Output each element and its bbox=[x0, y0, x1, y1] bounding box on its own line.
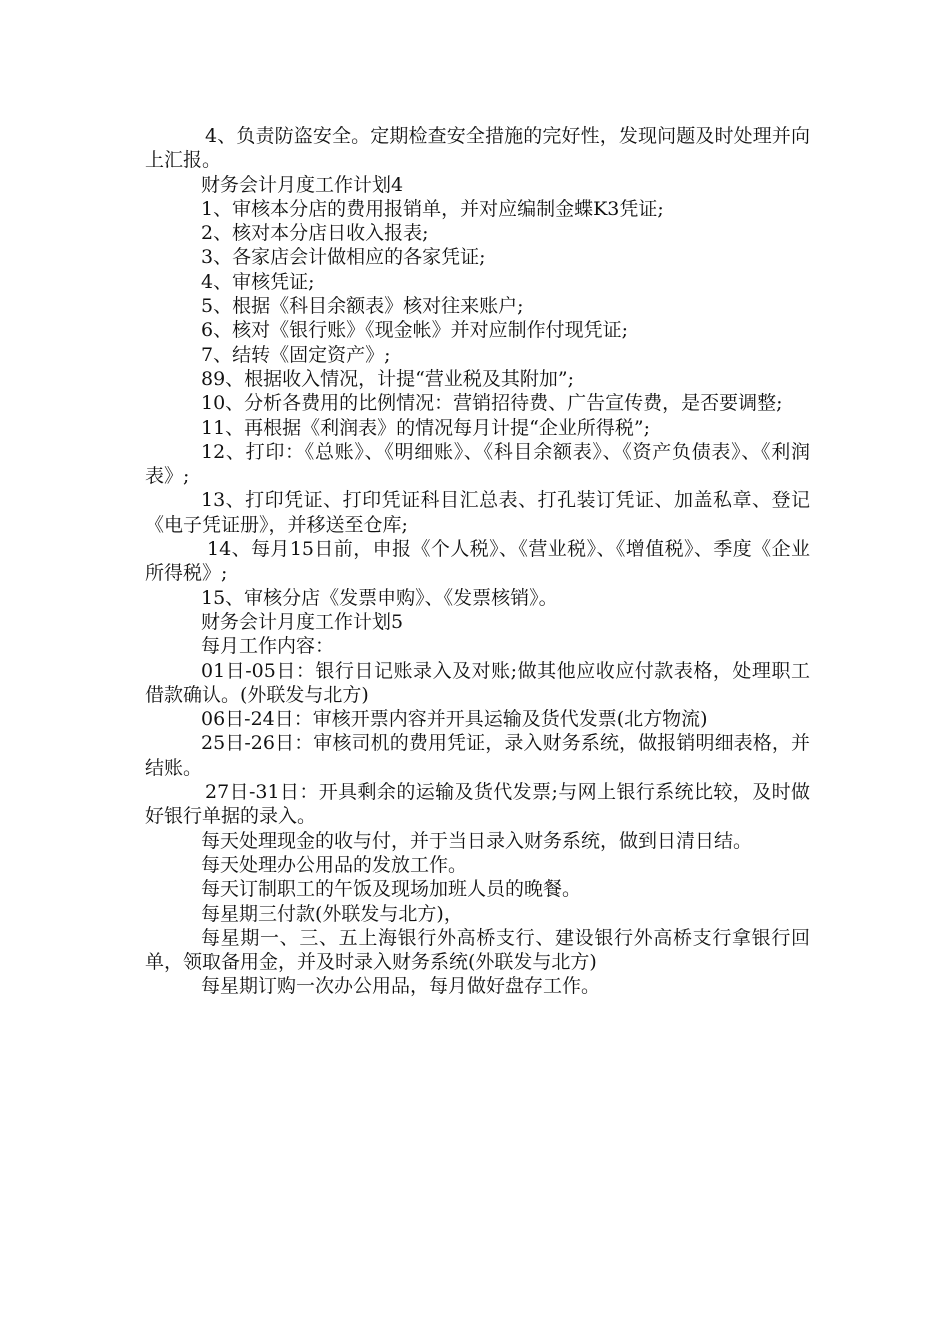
list-item: 3、各家店会计做相应的各家凭证; bbox=[201, 246, 486, 269]
paragraph: 4、负责防盗安全。定期检查安全措施的完好性，发现问题及时处理并向上汇报。 bbox=[145, 125, 810, 172]
list-item: 13、打印凭证、打印凭证科目汇总表、打孔装订凭证、加盖私章、登记《电子凭证册》，并移送至仓库; bbox=[145, 489, 810, 536]
list-item: 10、分析各费用的比例情况：营销招待费、广告宣传费，是否要调整; bbox=[201, 392, 783, 415]
paragraph: 每星期三付款(外联发与北方)， bbox=[201, 902, 463, 925]
paragraph: 每星期一、三、五上海银行外高桥支行、建设银行外高桥支行拿银行回单，领取备用金，并及时录入财务系统(外联发与北方) bbox=[145, 926, 810, 974]
paragraph: 06日-24日：审核开票内容并开具运输及货代发票(北方物流) bbox=[201, 708, 708, 731]
list-item: 14、每月15日前，申报《个人税》、《营业税》、《增值税》、季度《企业所得税》; bbox=[145, 538, 810, 585]
paragraph: 每天处理办公用品的发放工作。 bbox=[201, 853, 468, 876]
paragraph: 01日-05日：银行日记账录入及对账;做其他应收应付款表格，处理职工借款确认。(外联发与北方) bbox=[145, 659, 810, 706]
document-page bbox=[145, 124, 810, 999]
section-heading: 财务会计月度工作计划5 bbox=[201, 610, 404, 633]
paragraph: 27日-31日：开具剩余的运输及货代发票;与网上银行系统比较，及时做好银行单据的录入。 bbox=[145, 781, 810, 828]
section-heading: 财务会计月度工作计划4 bbox=[201, 173, 404, 196]
list-item: 2、核对本分店日收入报表; bbox=[201, 222, 429, 245]
paragraph: 每天处理现金的收与付，并于当日录入财务系统，做到日清日结。 bbox=[201, 829, 753, 852]
list-item: 6、核对《银行账》《现金帐》并对应制作付现凭证; bbox=[201, 319, 628, 342]
paragraph: 每月工作内容： bbox=[201, 635, 335, 658]
list-item: 15、审核分店《发票申购》、《发票核销》。 bbox=[201, 586, 558, 609]
paragraph: 25日-26日：审核司机的费用凭证，录入财务系统，做报销明细表格，并结账。 bbox=[145, 732, 810, 779]
list-item: 5、根据《科目余额表》核对往来账户; bbox=[201, 295, 524, 318]
list-item: 12、打印：《总账》、《明细账》、《科目余额表》、《资产负债表》、《利润表》; bbox=[145, 440, 810, 488]
list-item: 4、审核凭证; bbox=[201, 270, 315, 293]
list-item: 7、结转《固定资产》; bbox=[201, 343, 391, 366]
list-item: 1、审核本分店的费用报销单，并对应编制金蝶K3凭证; bbox=[201, 197, 664, 220]
paragraph: 每星期订购一次办公用品，每月做好盘存工作。 bbox=[201, 975, 601, 998]
paragraph: 每天订制职工的午饭及现场加班人员的晚餐。 bbox=[201, 878, 582, 901]
list-item: 89、根据收入情况，计提“营业税及其附加”; bbox=[201, 367, 575, 390]
list-item: 11、再根据《利润表》的情况每月计提“企业所得税”; bbox=[201, 416, 651, 439]
